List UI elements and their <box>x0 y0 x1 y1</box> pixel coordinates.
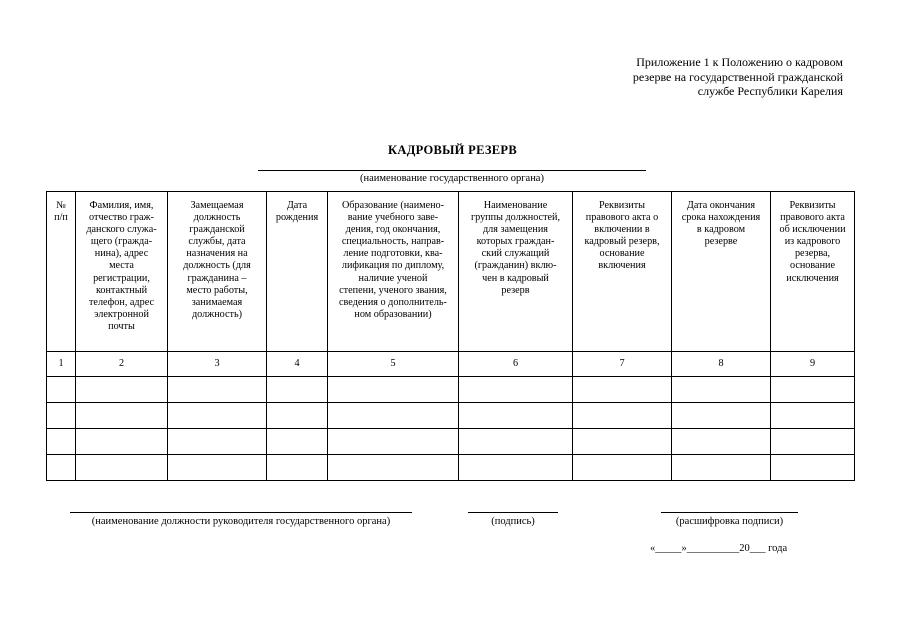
header-cell: Образование (наимено- вание учебного заве- дения, год окончания, специальность, направ- ление подготовки, ква- лификация по диплому, наличие ученой степени, ученого звания, сведения о дополнитель- ном образовании) <box>328 192 459 352</box>
column-number: 2 <box>76 352 168 377</box>
signature-block <box>468 512 558 527</box>
table-row <box>47 429 855 455</box>
org-name-caption: (наименование государственного органа) <box>360 173 544 184</box>
position-caption: (наименование должности руководителя государственного органа) <box>91 516 391 527</box>
table-cell <box>47 377 76 403</box>
column-number: 8 <box>672 352 771 377</box>
table-cell <box>459 455 573 481</box>
appendix-line: Приложение 1 к Положению о кадровом <box>636 55 843 69</box>
table-cell <box>328 429 459 455</box>
table-cell <box>459 403 573 429</box>
header-cell: Дата окончания срока нахождения в кадровом резерве <box>672 192 771 352</box>
decoding-line <box>661 512 798 513</box>
appendix-line: службе Республики Карелия <box>697 84 843 99</box>
table-cell <box>267 429 328 455</box>
header-cell: Фамилия, имя, отчество граж- данского служа- щего (гражда- нина), адрес места регистрации, контактный телефон, адрес электронной почты <box>76 192 168 352</box>
header-cell: № п/п <box>47 192 76 352</box>
table-cell <box>76 403 168 429</box>
decoding-block <box>661 512 798 527</box>
appendix-line: резерве на государственной гражданской <box>632 69 843 84</box>
column-number-row <box>47 352 855 377</box>
table-cell <box>47 403 76 429</box>
column-number: 6 <box>459 352 573 377</box>
signature-caption: (подпись) <box>491 516 535 527</box>
column-number: 1 <box>47 352 76 377</box>
table-cell <box>76 455 168 481</box>
table-cell <box>267 403 328 429</box>
table-cell <box>672 429 771 455</box>
table-cell <box>47 429 76 455</box>
table-cell <box>328 403 459 429</box>
header-cell: Реквизиты правового акта о включении в кадровый резерв, основание включения <box>573 192 672 352</box>
table-cell <box>459 377 573 403</box>
table-row <box>47 377 855 403</box>
table-cell <box>771 429 855 455</box>
table-cell <box>76 429 168 455</box>
table-cell <box>573 429 672 455</box>
table-cell <box>672 455 771 481</box>
column-number: 4 <box>267 352 328 377</box>
document-title: КАДРОВЫЙ РЕЗЕРВ <box>388 143 517 157</box>
column-number: 3 <box>168 352 267 377</box>
table-cell <box>76 377 168 403</box>
position-line <box>70 512 412 513</box>
table-cell <box>328 455 459 481</box>
org-name-line <box>258 170 646 171</box>
table-header-row <box>47 192 855 352</box>
column-number: 7 <box>573 352 672 377</box>
header-cell: Наименование группы должностей, для замещения которых граждан- ский служащий (гражданин) вклю- чен в кадровый резерв <box>459 192 573 352</box>
header-cell: Дата рождения <box>267 192 328 352</box>
column-number: 9 <box>771 352 855 377</box>
table-cell <box>573 455 672 481</box>
table-cell <box>168 455 267 481</box>
table-cell <box>573 403 672 429</box>
decoding-caption: (расшифровка подписи) <box>675 516 784 527</box>
table-cell <box>267 455 328 481</box>
appendix-note <box>633 55 843 99</box>
table-cell <box>573 377 672 403</box>
table-cell <box>47 455 76 481</box>
date-field: «_____»__________20___ года <box>650 543 788 554</box>
table-row <box>47 455 855 481</box>
table-cell <box>672 377 771 403</box>
table-cell <box>459 429 573 455</box>
header-cell: Замещаемая должность гражданской службы, дата назначения на должность (для гражданина – место работы, занимаемая должность) <box>168 192 267 352</box>
table-cell <box>168 403 267 429</box>
table-cell <box>672 403 771 429</box>
header-cell: Реквизиты правового акта об исключении из кадрового резерва, основание исключения <box>771 192 855 352</box>
position-signature-block <box>70 512 412 527</box>
table-cell <box>267 377 328 403</box>
column-number: 5 <box>328 352 459 377</box>
signature-line <box>468 512 558 513</box>
table-cell <box>328 377 459 403</box>
table-row <box>47 403 855 429</box>
table-cell <box>771 377 855 403</box>
table-cell <box>168 377 267 403</box>
table-cell <box>168 429 267 455</box>
table-cell <box>771 455 855 481</box>
table-cell <box>771 403 855 429</box>
reserve-table <box>46 191 855 481</box>
